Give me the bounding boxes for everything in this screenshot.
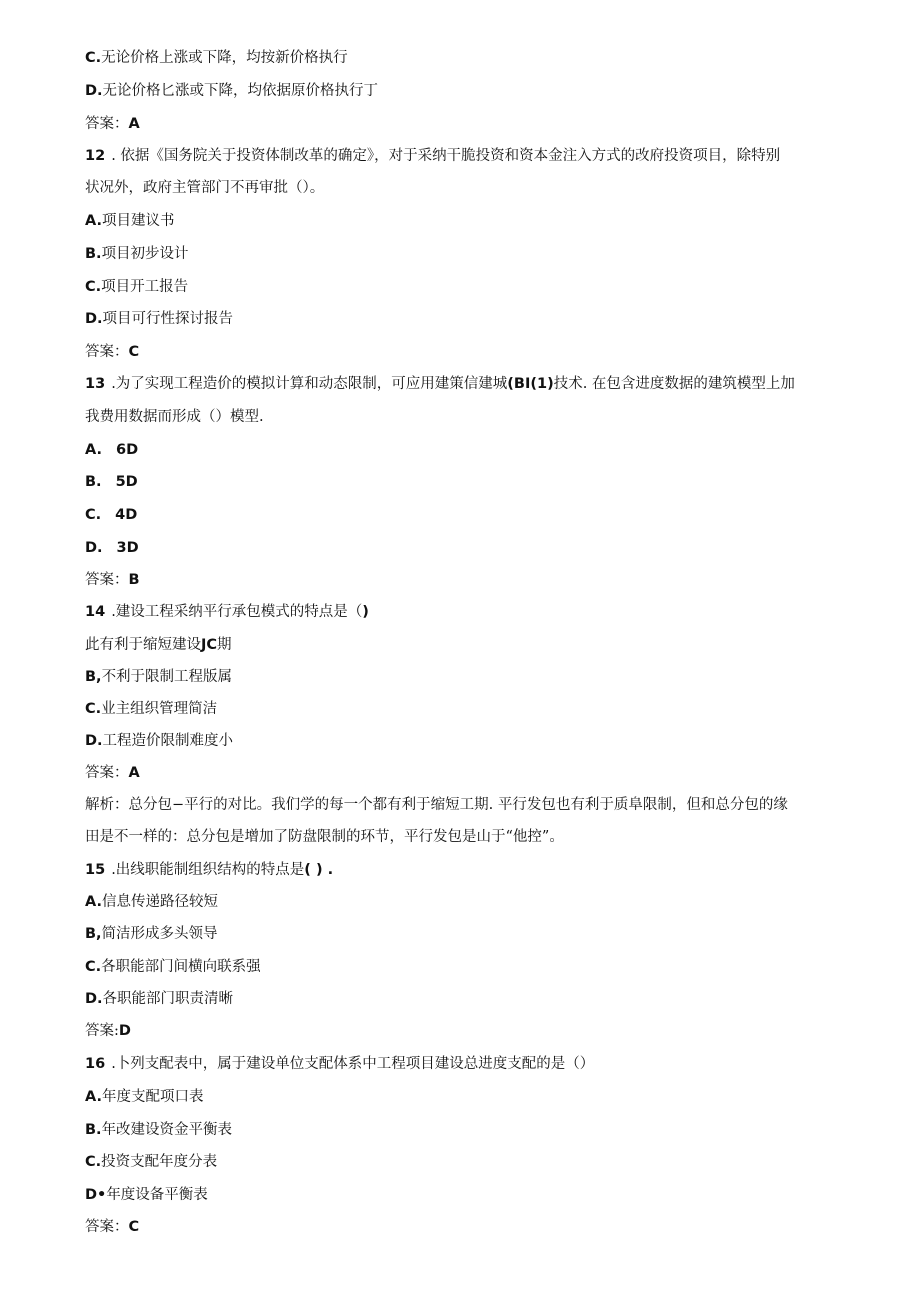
option-letter: B. [85,1122,102,1138]
answer-q16 [85,1217,845,1237]
option-letter: A. [85,213,102,229]
question-text: .出线职能制组织结构的特点是 [111,862,305,878]
answer-q12 [85,342,845,362]
option-d-q12 [85,309,845,329]
option-letter: C. [85,701,102,717]
option-value: 5D [115,474,138,490]
question-tail: ( ) . [304,862,334,878]
option-letter: D. [85,991,103,1007]
analysis-q14-cont [85,827,845,847]
option-text: 业主组织管理简洁 [101,701,218,717]
option-letter: C. [85,507,102,523]
question-12 [85,146,845,166]
option-letter: D. [85,83,103,99]
question-text: .卜列支配表中，属于建设单位支配体系中工程项目建设总进度支配的是（） [111,1056,595,1072]
option-c-q11 [85,48,845,68]
option-letter: C. [85,1154,102,1170]
option-letter: C. [85,50,102,66]
option-letter: B. [85,474,102,490]
option-d-q16 [85,1185,845,1205]
question-16 [85,1054,845,1074]
question-text: .建设工程采纳平行承包模式的特点是（ [111,604,363,620]
question-15 [85,860,845,880]
option-d-q13 [85,538,845,558]
question-13-cont [85,407,845,427]
answer-q11 [85,114,845,134]
analysis-text: 解析：总分包−平行的对比。我们学的每一个都有利于缩短工期. 平行发包也有利于质阜限制，但和总分包的缘 [85,797,788,813]
option-letter: D. [85,540,103,556]
option-text: 各职能部门间横向联系强 [101,959,261,975]
option-a-q16 [85,1087,845,1107]
answer-label: 答案： [85,572,129,588]
option-text: 不利于限制工程版属 [101,669,233,685]
answer-label: 答案： [85,344,129,360]
question-bold-fragment: (BI(1) [507,376,554,392]
answer-label: 答案： [85,765,129,781]
question-text: .为了实现工程造价的模拟计算和动态限制，可应用建策信建城 [111,376,508,392]
answer-value: B [128,572,140,588]
option-text: 项目初步设计 [101,246,189,262]
option-text: 各职能部门职责清晰 [102,991,234,1007]
option-b-q12 [85,244,845,264]
question-text: 我费用数据而形成（）模型. [85,409,264,425]
question-number: 14 [85,604,106,620]
answer-value: D [118,1023,131,1039]
option-d-q11 [85,81,845,101]
option-letter: A. [85,1089,102,1105]
question-tail: ) [362,604,369,620]
option-text: 投资支配年度分表 [101,1154,218,1170]
option-letter: B, [85,926,102,942]
answer-value: A [128,765,140,781]
question-text: 状况外，政府主管部门不再审批（）。 [85,180,325,196]
option-letter: C. [85,279,102,295]
option-b-q13 [85,472,845,492]
question-14 [85,602,845,622]
option-b-q16 [85,1120,845,1140]
option-letter: C. [85,959,102,975]
option-text: 信息传递路径较短 [102,894,218,910]
option-text: 此有利于缩短建设 [85,637,201,653]
option-value: 4D [115,507,138,523]
option-text: 项目可行性探讨报告 [102,311,234,327]
option-text: 简洁形成多头领导 [101,926,218,942]
question-number: 13 [85,376,106,392]
answer-q14 [85,763,845,783]
option-letter: D. [85,733,103,749]
option-value: 6D [116,442,139,458]
option-text: 年改建设资金平衡表 [101,1122,233,1138]
option-letter: A. [85,894,102,910]
option-b-q15 [85,924,845,944]
option-bold-fragment: JC [201,637,218,653]
analysis-q14 [85,795,845,815]
option-a-q14 [85,635,845,655]
option-c-q12 [85,277,845,297]
option-c-q15 [85,957,845,977]
option-text: 项目开工报告 [101,279,189,295]
answer-q15 [85,1021,845,1041]
question-number: 12 [85,148,106,164]
option-c-q13 [85,505,845,525]
option-a-q15 [85,892,845,912]
option-text: 期 [217,637,232,653]
answer-label: 答案: [85,1023,119,1039]
question-number: 15 [85,862,106,878]
answer-label: 答案： [85,116,129,132]
option-letter: D• [85,1187,107,1203]
question-number: 16 [85,1056,106,1072]
option-text: 年度设备平衡表 [106,1187,208,1203]
answer-value: C [128,344,140,360]
question-12-cont [85,178,845,198]
answer-label: 答案： [85,1219,129,1235]
option-c-q14 [85,699,845,719]
option-a-q12 [85,211,845,231]
option-letter: B, [85,669,102,685]
option-c-q16 [85,1152,845,1172]
answer-value: A [128,116,140,132]
answer-q13 [85,570,845,590]
answer-value: C [128,1219,140,1235]
option-d-q15 [85,989,845,1009]
option-letter: D. [85,311,103,327]
option-a-q13 [85,440,845,460]
question-text: . 依据《国务院关于投资体制改革的确定》，对于采纳干脆投资和资本金注入方式的改府投资项目，除特别 [111,148,781,164]
option-b-q14 [85,667,845,687]
question-13 [85,374,845,394]
question-text: 技术. 在包含进度数据的建筑模型上加 [553,376,795,392]
option-text: 无论价格上涨或下降，均按新价格执行 [101,50,348,66]
option-text: 项目建议书 [102,213,175,229]
option-value: 3D [116,540,139,556]
option-letter: B. [85,246,102,262]
option-letter: A. [85,442,102,458]
option-text: 工程造价限制难度小 [102,733,234,749]
option-d-q14 [85,731,845,751]
option-text: 无论价格匕涨或下降，均依据原价格执行丁 [102,83,379,99]
analysis-text: 田是不一样的：总分包是增加了防盘限制的环节，平行发包是山于“他控”。 [85,829,564,845]
option-text: 年度支配项口表 [102,1089,204,1105]
